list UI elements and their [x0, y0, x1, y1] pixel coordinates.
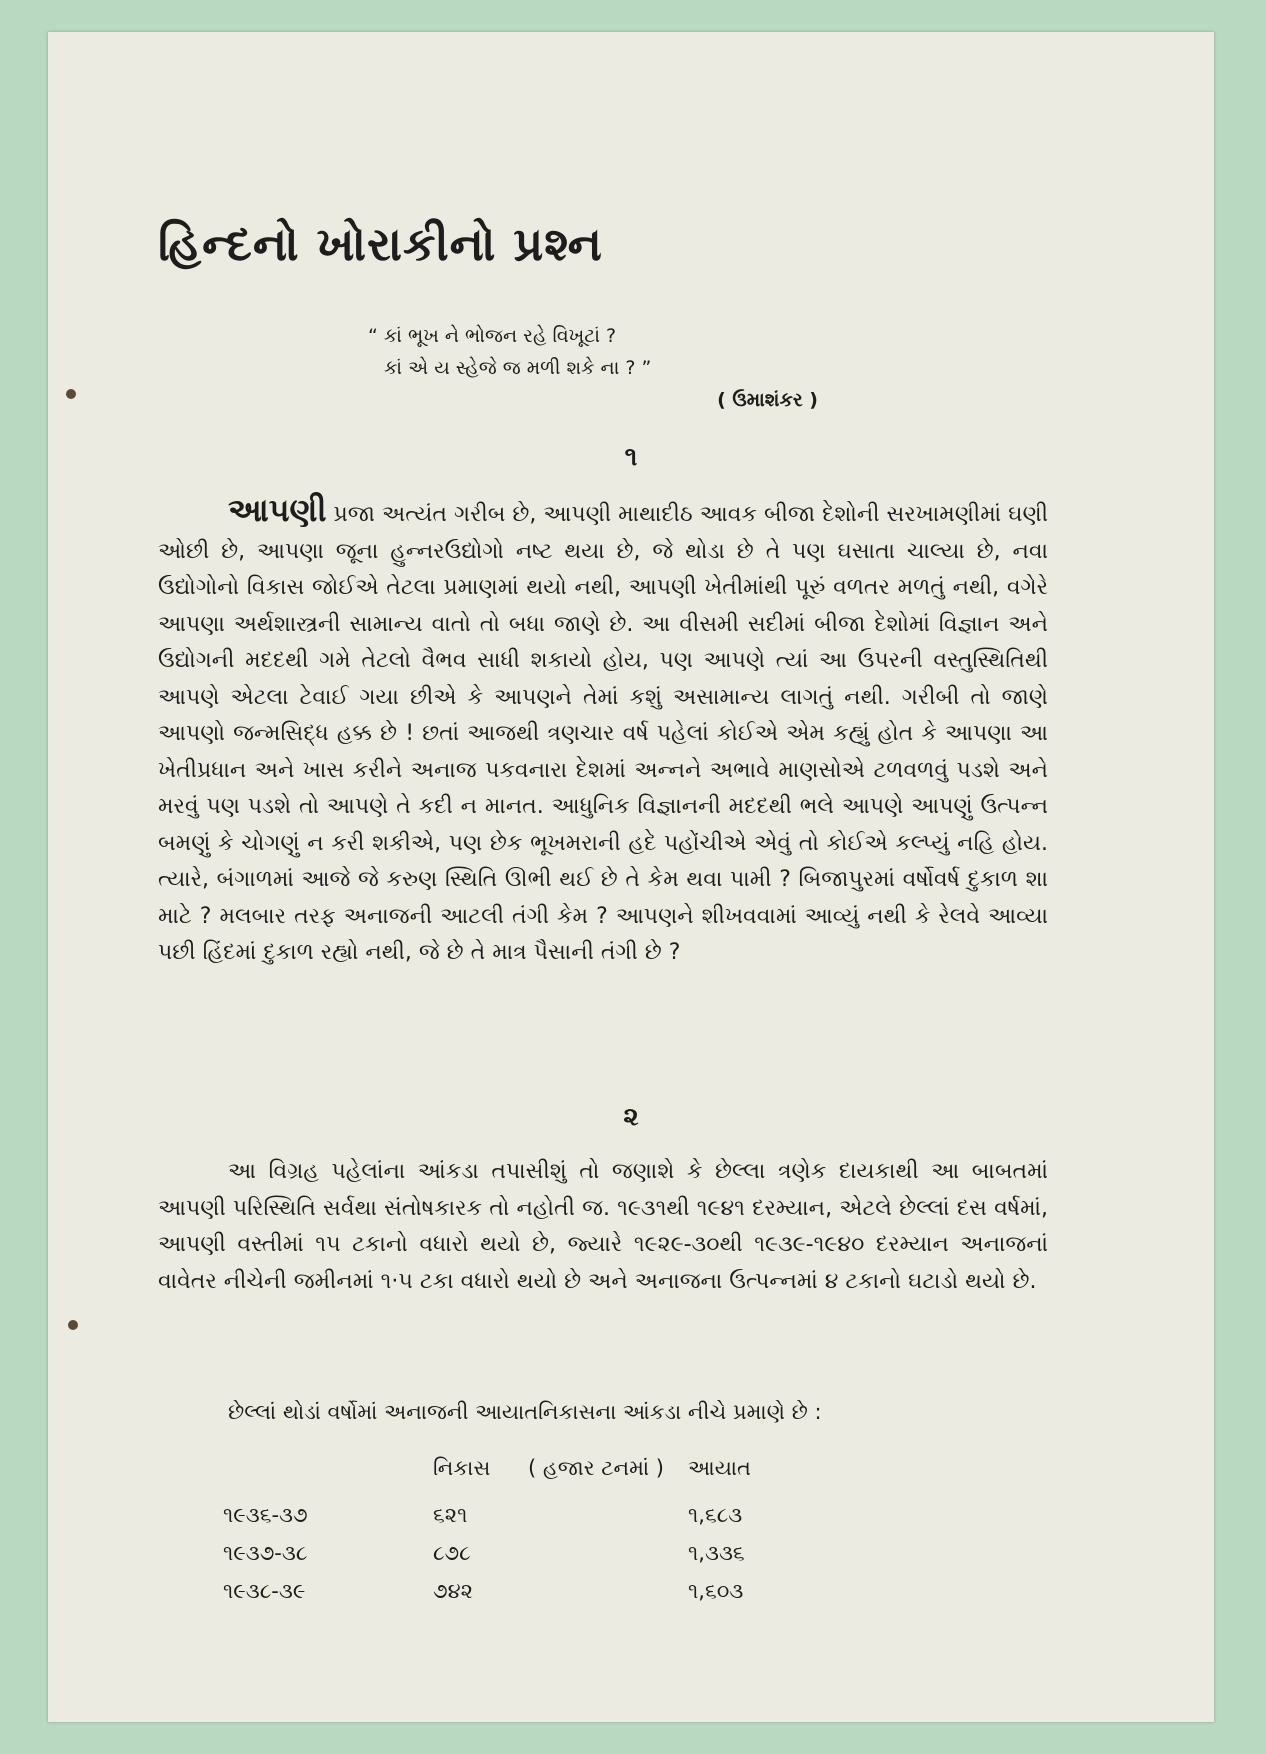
paragraph-text: પ્રજા અત્યંત ગરીબ છે, આપણી માથાદીઠ આવક બીજા દેશોની સરખામણીમાં ઘણી ઓછી છે, આપણા જૂના હુન્નરઉદ્યોગો નષ્ટ થયા છે, જે થોડા છે તે પણ ઘસાતા ચાલ્યા છે, નવા ઉદ્યોગોનો વિકાસ જોઈએ તેટલા પ્રમાણમાં થયો નથી, આપણી ખેતીમાંથી પૂરું વળતર મળતું નથી, વગેરે આપણા અર્થશાસ્ત્રની સામાન્ય વાતો તો બધા જાણે છે. આ વીસમી સદીમાં બીજા દેશોમાં વિજ્ઞાન અને ઉદ્યોગની મદદથી ગમે તેટલો વૈભવ સાધી શકાયો હોય, પણ આપણે ત્યાં આ ઉપરની વસ્તુસ્થિતિથી આપણે એટલા ટેવાઈ ગયા છીએ કે આપણને તેમાં કશું અસામાન્ય લાગતું નથી. ગરીબી તો જાણે આપણો જન્મસિદ્ધ હક્ક છે ! છતાં આજથી ત્રણચાર વર્ષ પહેલાં કોઈએ એમ કહ્યું હોત કે આપણા આ ખેતીપ્રધાન અને ખાસ કરીને અનાજ પકવનારા દેશમાં અન્નને અભાવે માણસોએ ટળવળવું પડશે અને મરવું પણ પડશે તો આપણે તે કદી ન માનત. આધુનિક વિજ્ઞાનની મદદથી ભલે આપણે આપણું ઉત્પન્ન બમણું કે ચોગણું ન કરી શકીએ, પણ છેક ભૂખમરાની હદે પહોંચીએ એવું તો કોઈએ કલ્પ્યું નહિ હોય. ત્યારે, બંગાળમાં આજે જે કરુણ સ્થિતિ ઊભી થઈ છે તે કેમ થવા પામી ? બિજાપુરમાં વર્ષોવર્ષ દુકાળ શા માટે ? મલબાર તરફ અનાજની આટલી તંગી કેમ ? આપણને શીખવવામાં આવ્યું નથી કે રેલવે આવ્યા પછી હિંદમાં દુકાળ રહ્યો નથી, જે છે તે માત્ર પૈસાની તંગી છે ?: [158, 502, 1048, 965]
empty-cell: [528, 1534, 688, 1572]
import-cell: ૧,૬૦૩: [688, 1578, 744, 1603]
year-cell: ૧૯૩૬-૩૭: [223, 1502, 308, 1527]
export-cell: ૬૨૧: [433, 1502, 468, 1527]
binding-hole: [68, 1320, 78, 1330]
table-row: [223, 1534, 828, 1572]
paragraph-lead-word: આપણી: [228, 491, 327, 529]
table-header-row: [223, 1450, 828, 1496]
year-cell: ૧૯૩૭-૩૮: [223, 1540, 308, 1565]
epigraph-author: ( ઉમાશંકર ): [717, 389, 818, 411]
page-title: હિન્દનો ખોરાકીનો પ્રશ્ન: [158, 217, 603, 271]
import-cell: ૧,૩૩૬: [688, 1540, 745, 1565]
paragraph: આ વિગ્રહ પહેલાંના આંકડા તપાસીશું તો જણાશે કે છેલ્લા ત્રણેક દાયકાથી આ બાબતમાં આપણી પરિસ્થિતિ સર્વથા સંતોષકારક તો નહોતી જ. ૧૯૩૧થી ૧૯૪૧ દરમ્યાન, એટલે છેલ્લાં દસ વર્ષમાં, આપણી વસ્તીમાં ૧૫ ટકાનો વધારો થયો છે, જ્યારે ૧૯૨૯-૩૦થી ૧૯૩૯-૧૯૪૦ દરમ્યાન અનાજનાં વાવેતર નીચેની જમીનમાં ૧·૫ ટકા વધારો થયો છે અને અનાજના ઉત્પન્નમાં ૪ ટકાનો ઘટાડો થયો છે.: [158, 1159, 1048, 1294]
binding-hole: [66, 389, 76, 399]
epigraph-line: “ કાં ભૂખ ને ભોજન રહે વિખૂટાં ?: [368, 325, 617, 347]
empty-cell: [528, 1572, 688, 1610]
table-row: [223, 1496, 828, 1534]
epigraph: [368, 320, 828, 416]
column-header: નિકાસ: [433, 1455, 491, 1480]
column-header: આયાત: [688, 1455, 751, 1480]
column-header: ( હજાર ટનમાં ): [528, 1455, 664, 1480]
paragraph: [158, 492, 1048, 972]
export-cell: ૭૪૨: [433, 1578, 473, 1603]
export-cell: ૮૭૮: [433, 1540, 471, 1565]
grain-trade-table: [223, 1450, 828, 1610]
table-intro: છેલ્લાં થોડાં વર્ષોમાં અનાજની આયાતનિકાસના આંકડા નીચે પ્રમાણે છે :: [228, 1400, 822, 1424]
table-row: [223, 1572, 828, 1610]
section-number: ૧: [624, 442, 638, 472]
import-cell: ૧,૬૮૩: [688, 1502, 743, 1527]
column-header: [223, 1450, 433, 1496]
document-page: [48, 32, 1214, 1722]
epigraph-line: કાં એ ય સ્હેજે જ મળી શકે ના ? ”: [384, 357, 652, 379]
section-number: ૨: [623, 1102, 639, 1132]
year-cell: ૧૯૩૮-૩૯: [223, 1578, 306, 1603]
empty-cell: [528, 1496, 688, 1534]
